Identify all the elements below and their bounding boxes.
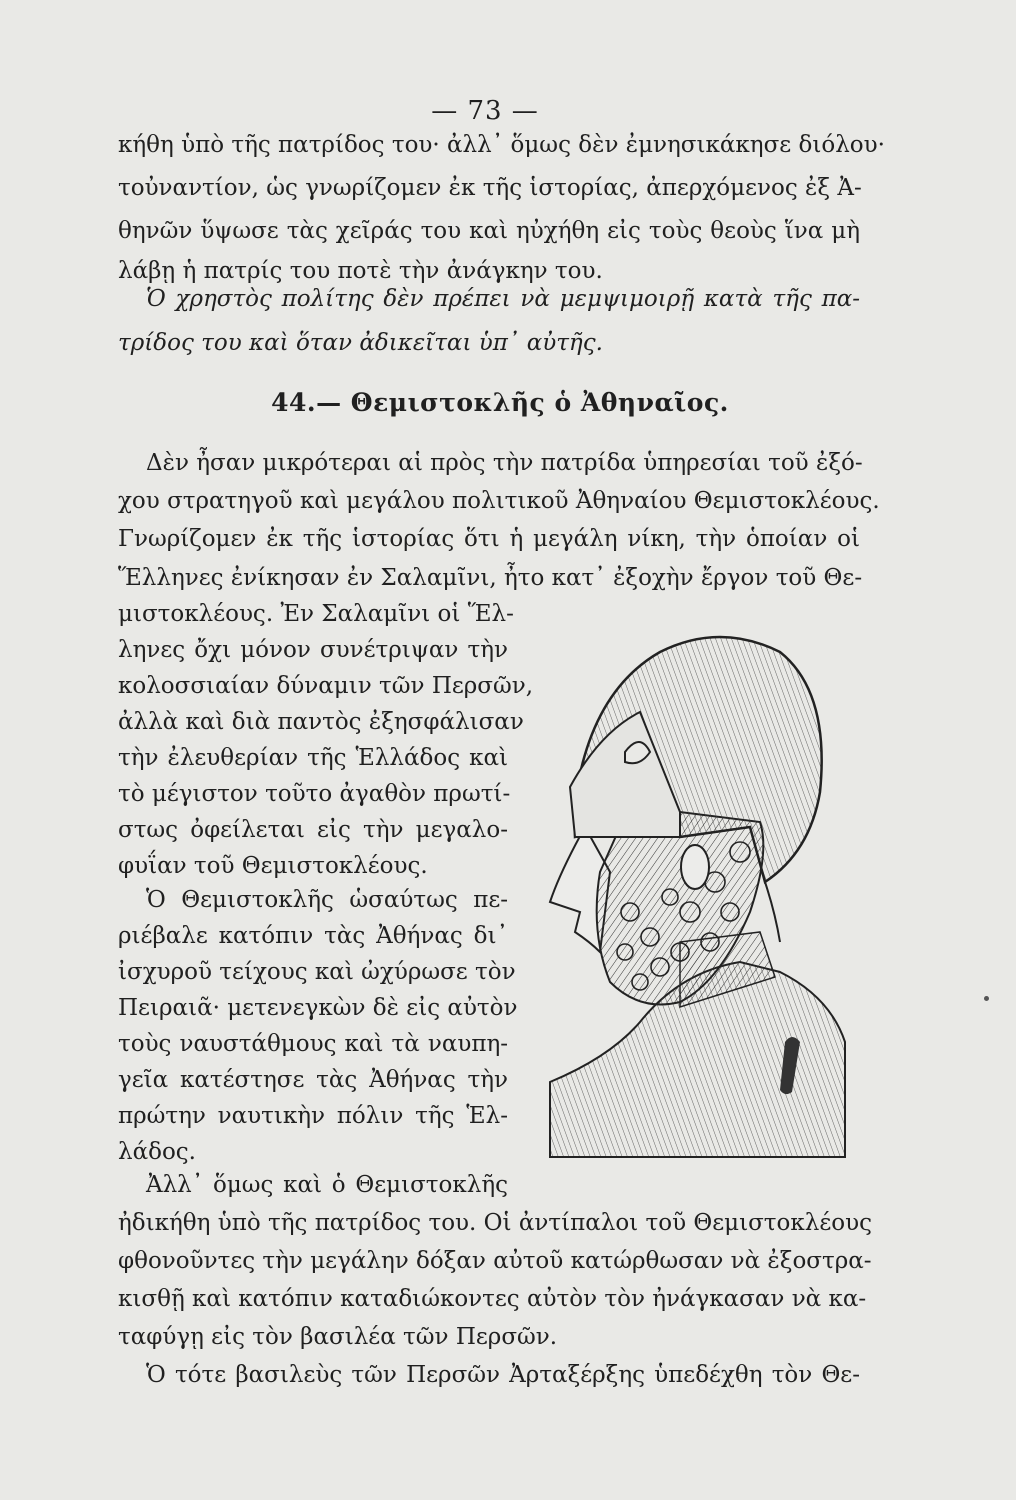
text-line: ριέβαλε κατόπιν τὰς Ἀθήνας δι᾽ [118,923,508,949]
text-line: Πειραιᾶ· μετενεγκὼν δὲ εἰς αὐτὸν [118,995,518,1021]
text-line: γεῖα κατέστησε τὰς Ἀθήνας τὴν [118,1067,508,1093]
bust-of-themistocles-icon [530,612,860,1172]
text-line: κισθῇ καὶ κατόπιν καταδιώκοντες αὐτὸν τὸν ἠνάγκασαν νὰ κα- [118,1286,867,1312]
text-line: τοὐναντίον, ὡς γνωρίζομεν ἐκ τῆς ἱστορίας, ἀπερχόμενος ἐξ Ἀ- [118,175,862,201]
text-line: πρώτην ναυτικὴν πόλιν τῆς Ἑλ- [118,1103,508,1129]
moral-line: Ὁ χρηστὸς πολίτης δὲν πρέπει νὰ μεμψιμοιρῇ κατὰ τῆς πα- [146,286,860,312]
moral-line: τρίδος του καὶ ὅταν ἀδικεῖται ὑπ᾽ αὐτῆς. [118,330,603,356]
text-line: Ὁ τότε βασιλεὺς τῶν Περσῶν Ἀρταξέρξης ὑπεδέχθη τὸν Θε- [146,1362,860,1388]
text-line: ληνες ὄχι μόνον συνέτριψαν τὴν [118,637,508,663]
text-line: ταφύγῃ εἰς τὸν βασιλέα τῶν Περσῶν. [118,1324,558,1350]
page-number: — 73 — [431,96,539,126]
text-line: χου στρατηγοῦ καὶ μεγάλου πολιτικοῦ Ἀθηναίου Θεμιστοκλέους. [118,488,880,514]
text-line: θηνῶν ὕψωσε τὰς χεῖράς του καὶ ηὐχήθη εἰς τοὺς θεοὺς ἵνα μὴ [118,218,860,244]
text-line: Γνωρίζομεν ἐκ τῆς ἱστορίας ὅτι ἡ μεγάλη νίκη, τὴν ὁποίαν οἱ [118,526,860,552]
text-line: μιστοκλέους. Ἐν Σαλαμῖνι οἱ Ἕλ- [118,601,514,627]
text-line: Ὁ Θεμιστοκλῆς ὡσαύτως πε- [146,887,508,913]
text-line: τοὺς ναυστάθμους καὶ τὰ ναυπη- [118,1031,508,1057]
text-line: φυΐαν τοῦ Θεμιστοκλέους. [118,853,428,879]
text-line: Ἀλλ᾽ ὅμως καὶ ὁ Θεμιστοκλῆς [146,1172,508,1198]
text-line: λάβῃ ἡ πατρίς του ποτὲ τὴν ἀνάγκην του. [118,258,603,284]
ink-speck [984,996,989,1001]
text-line: ἰσχυροῦ τείχους καὶ ὠχύρωσε τὸν [118,959,516,985]
text-line: Δὲν ἦσαν μικρότεραι αἱ πρὸς τὴν πατρίδα ὑπηρεσίαι τοῦ ἐξό- [146,450,863,476]
text-line: τὸ μέγιστον τοῦτο ἀγαθὸν πρωτί- [118,781,511,807]
text-line: στως ὀφείλεται εἰς τὴν μεγαλο- [118,817,508,843]
text-line: ἀλλὰ καὶ διὰ παντὸς ἐξησφάλισαν [118,709,524,735]
text-line: κολοσσιαίαν δύναμιν τῶν Περσῶν, [118,673,534,699]
section-heading: 44.— Θεμιστοκλῆς ὁ Ἀθηναῖος. [271,388,729,417]
text-line: τὴν ἐλευθερίαν τῆς Ἑλλάδος καὶ [118,745,508,771]
text-line: ἠδικήθη ὑπὸ τῆς πατρίδος του. Οἱ ἀντίπαλοι τοῦ Θεμιστοκλέους [118,1210,872,1236]
text-line: λάδος. [118,1139,196,1165]
text-line: Ἕλληνες ἐνίκησαν ἐν Σαλαμῖνι, ἦτο κατ᾽ ἐξοχὴν ἔργον τοῦ Θε- [118,565,863,591]
text-line: κήθη ὑπὸ τῆς πατρίδος του· ἀλλ᾽ ὅμως δὲν ἐμνησικάκησε διόλου· [118,132,885,158]
text-line: φθονοῦντες τὴν μεγάλην δόξαν αὐτοῦ κατώρθωσαν νὰ ἐξοστρα- [118,1248,872,1274]
